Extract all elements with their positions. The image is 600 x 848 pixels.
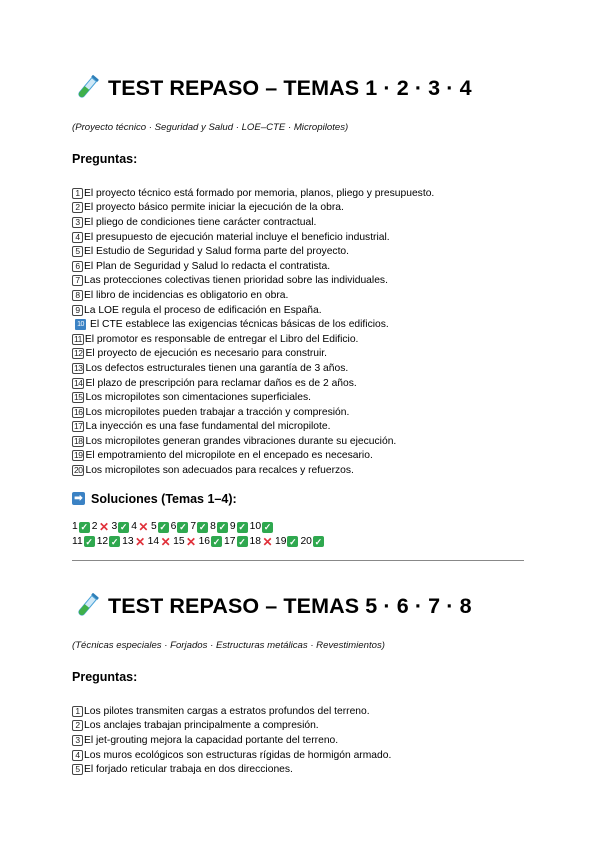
- question-text: La inyección es una fase fundamental del micropilote.: [85, 421, 331, 433]
- answers-row: [72, 520, 532, 535]
- question-item: [72, 332, 532, 347]
- answer-number: 10: [249, 521, 262, 533]
- question-text: Los micropilotes son adecuados para recalces y refuerzos.: [85, 465, 354, 477]
- test-section-1: [72, 70, 532, 549]
- cross-icon: ✕: [160, 534, 171, 549]
- check-icon: ✓: [212, 536, 221, 547]
- question-item: [72, 405, 532, 420]
- answer-number: 3: [111, 521, 118, 533]
- question-number-badge: 15: [74, 392, 83, 403]
- cross-icon: ✕: [135, 534, 146, 549]
- question-number-badge: 5: [72, 764, 83, 775]
- question-text: Los muros ecológicos son estructuras rígidas de hormigón armado.: [84, 749, 392, 761]
- question-item: [72, 463, 532, 478]
- question-text: El plazo de prescripción para reclamar daños es de 2 años.: [85, 377, 357, 389]
- question-number-badge: 11: [74, 333, 82, 344]
- question-item: [72, 361, 532, 376]
- questions-heading: Preguntas:: [72, 670, 138, 684]
- question-number-badge: 6: [72, 261, 83, 272]
- question-text: El Estudio de Seguridad y Salud forma parte del proyecto.: [84, 246, 350, 258]
- answer-number: 12: [96, 535, 109, 547]
- answer-item: [210, 520, 229, 534]
- check-icon: ✓: [85, 536, 93, 547]
- title-row: [72, 70, 532, 106]
- answers-row: [72, 534, 532, 549]
- answer-item: [230, 520, 249, 534]
- answer-number: 14: [147, 535, 160, 547]
- answer-number: 6: [170, 521, 177, 533]
- question-number-badge: 13: [74, 362, 83, 373]
- question-number-badge: 3: [72, 217, 83, 228]
- question-text: Los pilotes transmiten cargas a estratos profundos del terreno.: [84, 705, 370, 717]
- question-text: Los defectos estructurales tienen una garantía de 3 años.: [85, 362, 349, 374]
- answer-item: [92, 520, 111, 534]
- question-item: [72, 748, 532, 763]
- answer-number: 8: [210, 521, 216, 533]
- answer-item: [111, 520, 130, 534]
- question-text: El pliego de condiciones tiene carácter contractual.: [84, 216, 317, 228]
- answer-item: [250, 520, 274, 534]
- question-item: [72, 434, 532, 449]
- answer-item: [300, 535, 324, 549]
- test-section-2: [72, 588, 532, 777]
- subtitle: (Proyecto técnico · Seguridad y Salud · LOE–CTE · Micropilotes): [72, 122, 349, 133]
- question-item: [72, 186, 532, 201]
- question-number-badge: 16: [74, 406, 83, 417]
- question-item: [72, 230, 532, 245]
- answer-number: 17: [224, 535, 236, 547]
- question-item: [72, 719, 532, 734]
- question-item: [72, 449, 532, 464]
- solutions-heading-label: Soluciones (Temas 1–4):: [91, 491, 237, 506]
- question-list: [72, 186, 532, 478]
- question-item: [72, 303, 532, 318]
- page-title: TEST REPASO – TEMAS 5 · 6 · 7 · 8: [108, 593, 472, 618]
- section-divider: [72, 560, 524, 561]
- answer-item: [122, 535, 146, 549]
- question-text: El promotor es responsable de entregar el Libro del Edificio.: [84, 333, 359, 345]
- check-icon: ✓: [179, 522, 187, 533]
- answer-number: 9: [229, 521, 236, 533]
- answer-item: [173, 535, 197, 549]
- question-text: El jet-grouting mejora la capacidad portante del terreno.: [84, 734, 339, 746]
- check-icon: ✓: [198, 522, 207, 533]
- test-tube-icon: [72, 591, 102, 621]
- answer-number: 1: [72, 521, 78, 533]
- question-number-badge: 4: [72, 232, 83, 243]
- question-number-badge: 2: [72, 202, 83, 213]
- question-number-badge: 4: [72, 750, 83, 761]
- question-text: El Plan de Seguridad y Salud lo redacta el contratista.: [84, 260, 331, 272]
- question-number-badge: 10: [75, 319, 86, 330]
- cross-icon: ✕: [98, 520, 109, 535]
- question-text: La LOE regula el proceso de edificación en España.: [84, 304, 322, 316]
- answer-number: 18: [249, 535, 261, 547]
- answer-item: [148, 535, 172, 549]
- check-icon: ✓: [119, 522, 128, 533]
- check-icon: ✓: [159, 522, 167, 533]
- cross-icon: ✕: [186, 534, 197, 549]
- question-item: [72, 288, 532, 303]
- answer-item: [151, 520, 170, 534]
- question-text: Los micropilotes son cimentaciones superficiales.: [85, 392, 311, 404]
- question-number-badge: 17: [74, 421, 83, 432]
- question-item: [72, 347, 532, 362]
- subtitle: (Técnicas especiales · Forjados · Estructuras metálicas · Revestimientos): [72, 640, 385, 651]
- test-tube-icon: [72, 73, 102, 103]
- question-text: Las protecciones colectivas tienen prioridad sobre las individuales.: [84, 275, 388, 287]
- answer-number: 19: [274, 535, 287, 547]
- question-text: Los micropilotes pueden trabajar a tracción y compresión.: [85, 406, 350, 418]
- question-number-badge: 1: [72, 706, 83, 717]
- answer-number: 16: [198, 535, 211, 547]
- answer-item: [190, 520, 209, 534]
- question-item: [72, 274, 532, 289]
- cross-icon: ✕: [262, 534, 273, 549]
- question-text: Los anclajes trabajan principalmente a compresión.: [84, 720, 319, 732]
- answer-number: 13: [122, 535, 134, 547]
- answer-item: [250, 535, 274, 549]
- question-text: El presupuesto de ejecución material incluye el beneficio industrial.: [84, 231, 390, 243]
- answer-number: 2: [91, 521, 98, 533]
- answer-number: 4: [131, 521, 137, 533]
- question-text: Los micropilotes generan grandes vibraciones durante su ejecución.: [85, 435, 397, 447]
- question-item: [72, 733, 532, 748]
- question-text: El proyecto básico permite iniciar la ejecución de la obra.: [84, 202, 344, 214]
- answer-item: [131, 520, 150, 534]
- check-icon: ✓: [314, 536, 323, 547]
- question-item: [72, 259, 532, 274]
- cross-icon: ✕: [138, 520, 149, 535]
- check-icon: ✓: [110, 536, 119, 547]
- question-number-badge: 3: [72, 735, 83, 746]
- question-number-badge: 12: [74, 348, 83, 359]
- check-icon: ✓: [289, 536, 297, 547]
- page-title: TEST REPASO – TEMAS 1 · 2 · 3 · 4: [108, 75, 472, 100]
- question-list: [72, 704, 532, 777]
- question-number-badge: 2: [72, 720, 83, 731]
- check-icon: ✓: [218, 522, 227, 533]
- answer-number: 20: [300, 535, 312, 547]
- answer-item: [199, 535, 223, 549]
- question-number-badge: 5: [72, 246, 83, 257]
- answer-item: [275, 535, 299, 549]
- question-text: El CTE establece las exigencias técnicas básicas de los edificios.: [90, 319, 389, 331]
- question-number-badge: 1: [72, 188, 83, 199]
- check-icon: ✓: [263, 522, 272, 533]
- question-text: El proyecto técnico está formado por memoria, planos, pliego y presupuesto.: [84, 187, 435, 199]
- question-item: [72, 201, 532, 216]
- question-number-badge: 7: [72, 275, 83, 286]
- answer-item: [72, 535, 96, 549]
- question-item: [72, 376, 532, 391]
- question-text: El libro de incidencias es obligatorio en obra.: [84, 289, 289, 301]
- question-item: [72, 244, 532, 259]
- question-number-badge: 19: [74, 450, 83, 461]
- question-number-badge: 9: [72, 305, 83, 316]
- question-item: [72, 762, 532, 777]
- question-number-badge: 8: [72, 290, 83, 301]
- check-icon: ✓: [238, 536, 246, 547]
- question-item: [72, 390, 532, 405]
- solutions-heading: [72, 492, 532, 506]
- answers-block: [72, 520, 532, 549]
- question-item: [72, 317, 532, 332]
- question-number-badge: 14: [74, 377, 83, 388]
- title-row: [72, 588, 532, 624]
- questions-heading: Preguntas:: [72, 152, 138, 166]
- question-item: [72, 704, 532, 719]
- answer-number: 7: [190, 521, 197, 533]
- question-item: [72, 215, 532, 230]
- answer-item: [224, 535, 248, 549]
- answer-item: [171, 520, 190, 534]
- answer-item: [97, 535, 121, 549]
- question-text: El empotramiento del micropilote en el encepado es necesario.: [85, 450, 373, 462]
- answer-number: 5: [150, 521, 157, 533]
- arrow-right-icon: ➡: [72, 492, 85, 505]
- question-item: [72, 420, 532, 435]
- question-text: El forjado reticular trabaja en dos direcciones.: [84, 764, 293, 776]
- answer-number: 11: [72, 535, 83, 547]
- check-icon: ✓: [80, 522, 88, 533]
- answer-item: [72, 520, 91, 534]
- question-number-badge: 18: [74, 435, 83, 446]
- question-text: El proyecto de ejecución es necesario para construir.: [85, 348, 328, 360]
- answer-number: 15: [173, 535, 185, 547]
- check-icon: ✓: [238, 522, 246, 533]
- question-number-badge: 20: [74, 465, 83, 476]
